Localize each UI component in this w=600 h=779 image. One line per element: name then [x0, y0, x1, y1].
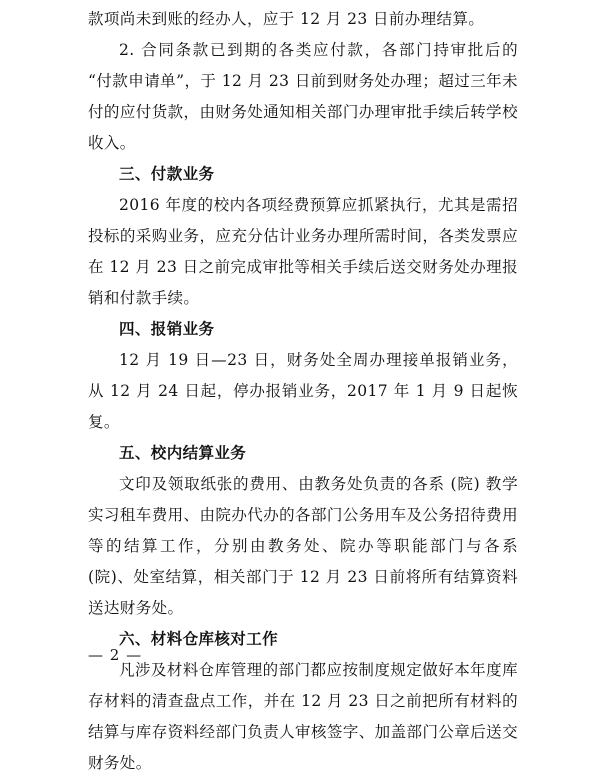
section-heading-internal-settlement: 五、校内结算业务 — [119, 444, 247, 462]
page-number: — 2 — — [88, 646, 143, 664]
document-body — [88, 4, 518, 779]
section-heading-warehouse-check: 六、材料仓库核对工作 — [119, 630, 279, 648]
paragraph-internal-settlement: 文印及领取纸张的费用、由教务处负责的各系 (院) 教学实习租车费用、由院办代办的各部门公务用车及公务招待费用等的结算工作，分别由教务处、院办等职能部门与各系 (院)、处室结算，相关部门于 12 月 23 日前将所有结算资料送达财务处。 — [88, 475, 518, 617]
paragraph-contract-payables: 2. 合同条款已到期的各类应付款，各部门持审批后的 “付款申请单”，于 12 月 23 日前到财务处办理；超过三年未付的应付货款，由财务处通知相关部门办理审批手续后转学校收入。 — [88, 41, 518, 152]
paragraph-warehouse-check: 凡涉及材料仓库管理的部门都应按制度规定做好本年度库存材料的清查盘点工作，并在 12 月 23 日之前把所有材料的结算与库存资料经部门负责人审核签字、加盖部门公章后送交财务处。 — [88, 661, 518, 772]
section-heading-payment: 三、付款业务 — [119, 165, 215, 183]
paragraph-reimbursement: 12 月 19 日—23 日，财务处全周办理接单报销业务，从 12 月 24 日起，停办报销业务，2017 年 1 月 9 日起恢复。 — [88, 351, 518, 431]
paragraph-settlement-continuation: 款项尚未到账的经办人，应于 12 月 23 日前办理结算。 — [88, 10, 485, 28]
paragraph-payment: 2016 年度的校内各项经费预算应抓紧执行，尤其是需招投标的采购业务，应充分估计业务办理所需时间，各类发票应在 12 月 23 日之前完成审批等相关手续后送交财务处办理报销和付款手续。 — [88, 196, 518, 307]
section-heading-reimbursement: 四、报销业务 — [119, 320, 215, 338]
